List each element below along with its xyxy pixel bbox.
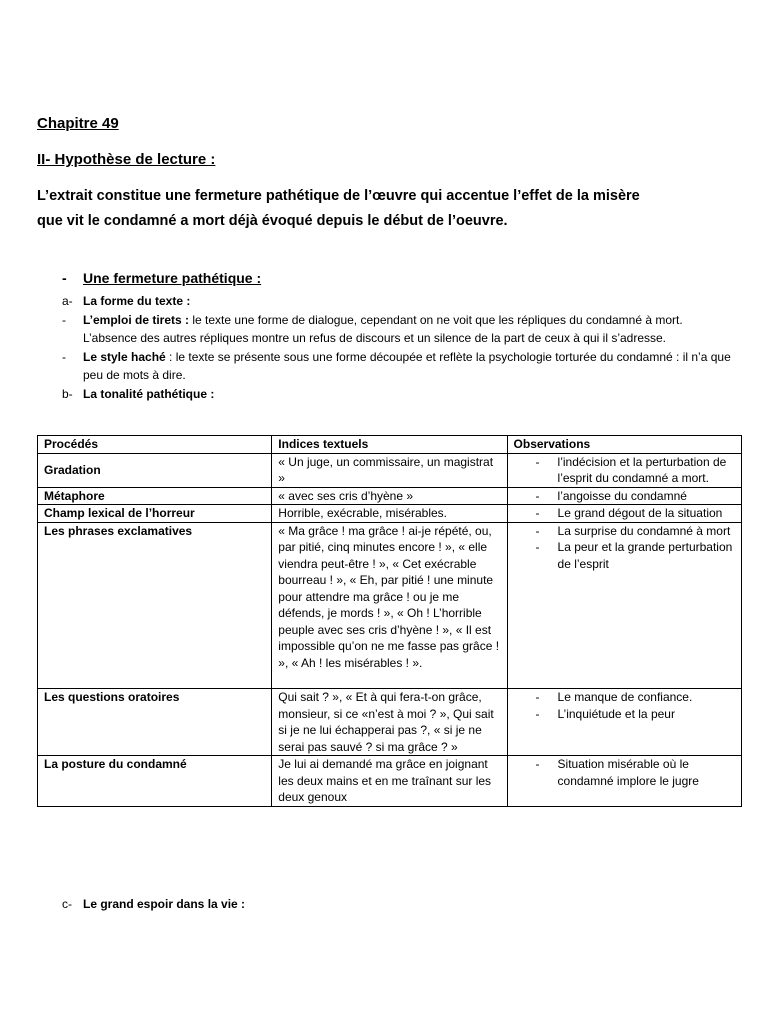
- intro-line-1: L’extrait constitue une fermeture pathétique de l’œuvre qui accentue l’effet de la misère: [37, 188, 640, 204]
- bullet-dash: -: [535, 506, 540, 520]
- table-cell-procede: Métaphore: [38, 487, 272, 505]
- table-cell-indices: [272, 756, 507, 807]
- table-row: [38, 505, 742, 523]
- table-header-cell: Indices textuels: [272, 436, 507, 454]
- bullet-dash: -: [535, 757, 540, 771]
- list-item-style: [62, 348, 732, 385]
- list-item-label: Le grand espoir dans la vie :: [83, 897, 246, 911]
- chapter-title: Chapitre 49: [37, 115, 119, 132]
- intro-paragraph: [37, 184, 737, 234]
- observation-text: La peur et la grande perturbation de l’esprit: [557, 540, 733, 571]
- procedes-table: [37, 435, 742, 807]
- list-marker: c-: [62, 897, 72, 911]
- list-item-label: Le style haché: [83, 349, 166, 364]
- table-row: [38, 756, 742, 807]
- section-fermeture-title: Une fermeture pathétique :: [83, 270, 262, 286]
- table-header-cell: Observations: [507, 436, 741, 454]
- table-cell-observations: [507, 453, 741, 487]
- table-cell-indices: Qui sait ? », « Et à qui fera-t-on grâce, monsieur, si ce «n’est à moi ? », Qui sait si je ne lui échapperai pas ?, « si je ne serai pas sauvé ? si ma grâce ? »: [272, 689, 507, 756]
- table-cell-procede: La posture du condamné: [38, 756, 272, 807]
- observation-item: [514, 488, 735, 505]
- list-marker: -: [62, 312, 66, 327]
- table-cell-indices: « Un juge, un commissaire, un magistrat »: [272, 453, 507, 487]
- list-item-tirets: [62, 311, 732, 348]
- section-heading: II- Hypothèse de lecture :: [37, 151, 216, 168]
- table-cell-observations: [507, 689, 741, 756]
- table-row: [38, 522, 742, 689]
- table-row: [38, 487, 742, 505]
- table-cell-procede: Champ lexical de l’horreur: [38, 505, 272, 523]
- observation-text: Le grand dégout de la situation: [557, 506, 723, 520]
- list-marker: b-: [62, 386, 73, 401]
- bullet-dash: -: [535, 706, 540, 721]
- list-item-label: La tonalité pathétique :: [83, 386, 215, 401]
- list-item-label: L’emploi de tirets :: [83, 312, 190, 327]
- observation-item: [514, 706, 735, 723]
- list-item-body: : le texte se présente sous une forme découpée et reflète la psychologie torturée du condamné : il n’a que peu de mots à dire.: [83, 349, 731, 382]
- table-row: [38, 689, 742, 756]
- list-item-text: [83, 311, 732, 348]
- table-cell-indices: Horrible, exécrable, misérables.: [272, 505, 507, 523]
- bullet-dash: -: [62, 270, 67, 286]
- list-marker: a-: [62, 294, 73, 308]
- observation-item: [514, 539, 735, 572]
- bullet-dash: -: [535, 540, 540, 554]
- bullet-dash: -: [535, 690, 540, 704]
- table-cell-observations: [507, 487, 741, 505]
- table-cell-procede: Gradation: [38, 453, 272, 487]
- table-header-row: [38, 436, 742, 454]
- table-row: [38, 453, 742, 487]
- indices-line: les deux mains et en me traînant sur les deux genoux: [278, 773, 492, 804]
- table-cell-observations: [507, 505, 741, 523]
- table-cell-procede: Les phrases exclamatives: [38, 522, 272, 689]
- list-item-a: [62, 292, 732, 311]
- observation-text: L’inquiétude et la peur: [557, 706, 675, 721]
- list-item-label: La forme du texte :: [83, 294, 191, 308]
- list-item-text: [83, 348, 732, 385]
- table-cell-observations: [507, 756, 741, 807]
- observation-item: [514, 505, 735, 522]
- table-header-cell: Procédés: [38, 436, 272, 454]
- forme-list: [62, 292, 732, 403]
- bullet-dash: -: [535, 523, 540, 538]
- list-item-body: le texte une forme de dialogue, cependant on ne voit que les répliques du condamné à mort. L’absence des autres répliques montre un refus de discours et un silence de la part de ceux à qui il s’adresse.: [83, 312, 683, 345]
- bullet-dash: -: [535, 488, 540, 503]
- list-item-c: [62, 897, 245, 911]
- observation-item: [514, 454, 735, 487]
- intro-line-2: que vit le condamné a mort déjà évoqué depuis le début de l’oeuvre.: [37, 213, 508, 229]
- list-marker: -: [62, 349, 66, 364]
- observation-item: [514, 689, 735, 706]
- observation-item: [514, 756, 735, 789]
- indices-line: Je lui ai demandé ma grâce en joignant: [278, 757, 488, 771]
- observation-text: La surprise du condamné à mort: [557, 523, 731, 538]
- observation-text: l’angoisse du condamné: [557, 488, 687, 503]
- observation-item: [514, 523, 735, 540]
- table-cell-indices: « avec ses cris d’hyène »: [272, 487, 507, 505]
- table-cell-procede: Les questions oratoires: [38, 689, 272, 756]
- table-cell-indices: « Ma grâce ! ma grâce ! ai-je répété, ou, par pitié, cinq minutes encore ! », « elle viendra peut-être ! », « Cet exécrable bourreau ! », « Eh, par pitié ! une minute pour attendre ma grâce ! ou je me défends, je mords ! », « Oh ! L’horrible peuple avec ses cris d’hyène ! », « Il est impossible qu’on ne me fasse pas grâce ! », « Ah ! les misérables ! ».: [272, 522, 507, 689]
- bullet-dash: -: [535, 454, 540, 469]
- observation-text: Le manque de confiance.: [557, 690, 693, 704]
- section-fermeture-heading: [62, 270, 261, 286]
- observation-text: Situation misérable où le condamné implore le jugre: [557, 757, 699, 788]
- observation-text: l’indécision et la perturbation de l’esprit du condamné a mort.: [557, 454, 727, 485]
- list-item-b: [62, 385, 732, 404]
- table-cell-observations: [507, 522, 741, 689]
